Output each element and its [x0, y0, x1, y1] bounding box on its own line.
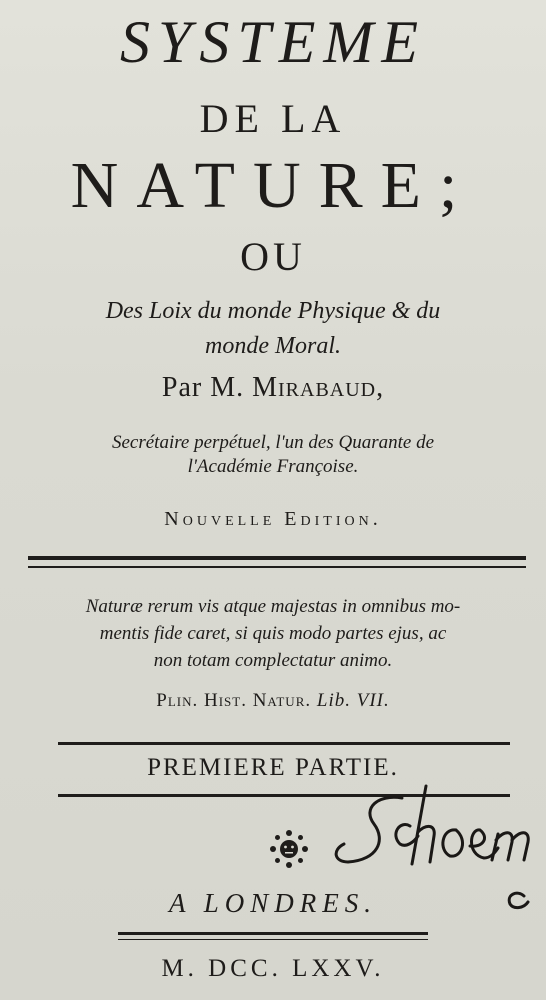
- double-rule-bottom: [28, 566, 526, 568]
- title-de-la: DE LA: [199, 96, 347, 141]
- author-line: [0, 372, 546, 404]
- subtitle-line-2: monde Moral.: [205, 333, 341, 359]
- part-label: PREMIERE PARTIE.: [147, 754, 399, 781]
- author-prefix: Par M.: [161, 372, 245, 403]
- citation-book: Lib. VII.: [316, 690, 390, 711]
- epigraph-line-2: mentis fide caret, si quis modo partes ejus, ac: [99, 623, 447, 644]
- rule-above-part: [58, 742, 510, 745]
- author-role-line-1: Secrétaire perpétuel, l'un des Quarante de: [111, 432, 435, 453]
- epigraph-line-3: non totam complectatur animo.: [153, 650, 393, 671]
- epigraph-citation: [0, 690, 546, 712]
- subtitle-line-1: Des Loix du monde Physique & du: [105, 298, 441, 324]
- title-nature: NATURE;: [70, 149, 476, 222]
- edition-label: Nouvelle Edition.: [164, 508, 382, 530]
- sun-face-ornament-icon: [270, 830, 308, 868]
- double-rule-top: [28, 556, 526, 560]
- imprint-place: A LONDRES.: [168, 888, 377, 918]
- author-name: Mirabaud,: [252, 372, 385, 403]
- epigraph-line-1: Naturæ rerum vis atque majestas in omnibus mo-: [85, 596, 461, 617]
- title-ou: OU: [240, 234, 306, 279]
- handwritten-signature: [318, 778, 546, 918]
- author-role-line-2: l'Académie Françoise.: [187, 456, 359, 477]
- imprint-year: M. DCC. LXXV.: [161, 955, 385, 982]
- rule-above-year: [118, 932, 428, 935]
- rule-above-year-thin: [118, 939, 428, 940]
- citation-source: Plin. Hist. Natur.: [156, 690, 312, 711]
- title-systeme: SYSTEME: [119, 9, 427, 75]
